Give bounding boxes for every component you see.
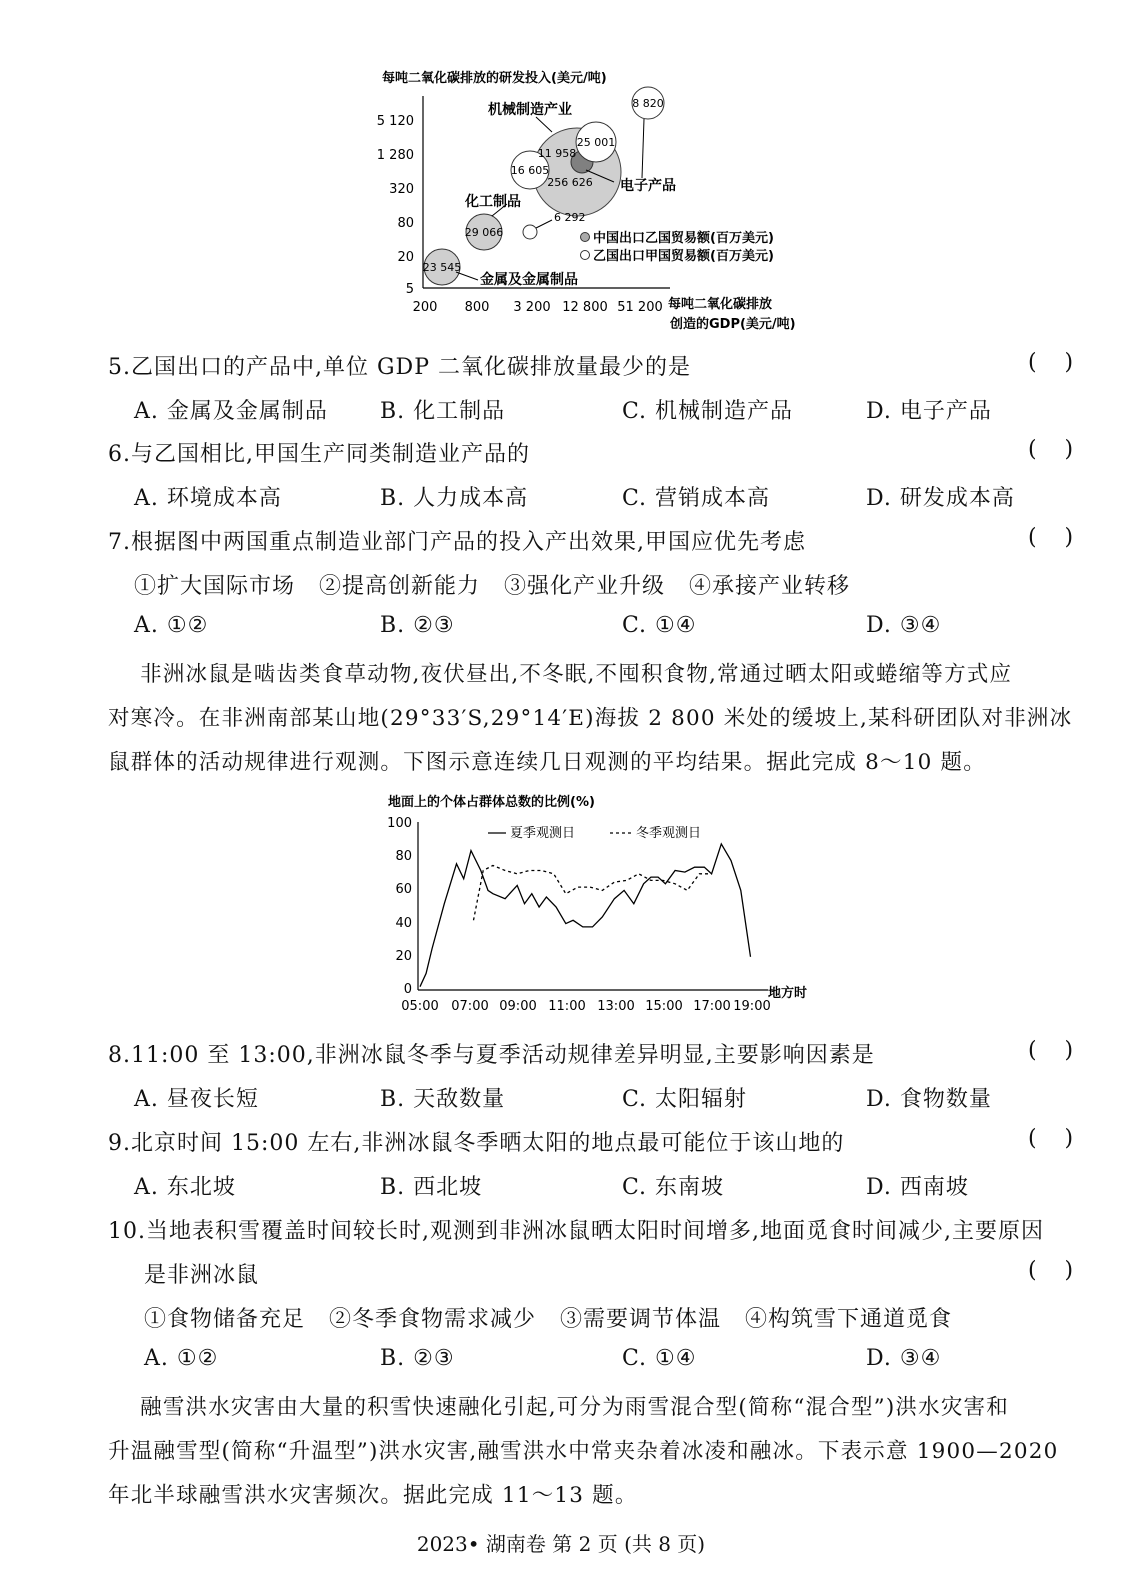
y-tick: 5: [405, 282, 414, 297]
question-7-choices: ①扩大国际市场 ②提高创新能力 ③强化产业升级 ④承接产业转移: [134, 574, 850, 599]
question-9-stem: 9.北京时间 15:00 左右,非洲冰鼠冬季晒太阳的地点最可能位于该山地的: [108, 1131, 845, 1156]
y-tick: 1 280: [376, 148, 414, 163]
question-6-stem: 6.与乙国相比,甲国生产同类制造业产品的: [108, 442, 530, 467]
passage-line: 鼠群体的活动规律进行观测。下图示意连续几日观测的平均结果。据此完成 8～10 题。: [108, 750, 986, 775]
option-c[interactable]: C. ①④: [622, 1346, 697, 1371]
option-a[interactable]: A. 金属及金属制品: [134, 399, 328, 424]
value-label: 8 820: [632, 97, 664, 110]
chart1-y-ticks: [377, 114, 414, 297]
question-10-stem-cont: 是非洲冰鼠: [144, 1263, 260, 1288]
chart2-x-ticks: [401, 999, 770, 1014]
x-tick: 800: [464, 300, 490, 315]
x-tick: 07:00: [451, 999, 489, 1014]
option-c[interactable]: C. 机械制造产品: [622, 399, 794, 424]
line-chart: [370, 790, 850, 1025]
x-tick: 11:00: [548, 999, 586, 1014]
option-d[interactable]: D. 食物数量: [866, 1087, 992, 1112]
y-tick: 40: [395, 916, 412, 931]
option-b[interactable]: B. 天敌数量: [380, 1087, 506, 1112]
x-tick: 09:00: [499, 999, 537, 1014]
leader-line: [456, 272, 478, 280]
legend-winter-label: 冬季观测日: [636, 826, 702, 841]
option-d[interactable]: D. 西南坡: [866, 1175, 969, 1200]
answer-paren[interactable]: ( ): [1028, 1126, 1074, 1151]
y-tick: 20: [395, 949, 412, 964]
y-tick: 80: [397, 216, 414, 231]
answer-paren[interactable]: ( ): [1028, 1038, 1074, 1063]
label-chemical: 化工制品: [465, 194, 521, 210]
x-tick: 3 200: [513, 300, 551, 315]
value-label: 16 605: [510, 164, 550, 177]
winter-series-line: [474, 866, 712, 921]
chart2-y-ticks: [387, 816, 412, 997]
x-tick: 17:00: [693, 999, 731, 1014]
chart1-title: 每吨二氧化碳排放的研发投入(美元/吨): [382, 71, 607, 86]
question-7-stem: 7.根据图中两国重点制造业部门产品的投入产出效果,甲国应优先考虑: [108, 530, 806, 555]
passage-line: 升温融雪型(简称“升温型”)洪水灾害,融雪洪水中常夹杂着冰凌和融冰。下表示意 1900—2020: [108, 1439, 1059, 1464]
chart1-x-ticks: [413, 300, 663, 315]
option-a[interactable]: A. 东北坡: [134, 1175, 236, 1200]
value-label: 256 626: [547, 176, 593, 189]
y-tick: 20: [397, 250, 414, 265]
value-label: 25 001: [576, 136, 616, 149]
legend-gray-marker: [581, 233, 590, 242]
leader-line: [536, 117, 552, 132]
option-c[interactable]: C. 营销成本高: [622, 486, 771, 511]
passage-line: 非洲冰鼠是啮齿类食草动物,夜伏昼出,不冬眠,不囤积食物,常通过晒太阳或蜷缩等方式应: [108, 662, 1013, 687]
passage-line: 融雪洪水灾害由大量的积雪快速融化引起,可分为雨雪混合型(简称“混合型”)洪水灾害和: [108, 1395, 1009, 1420]
bubble-metal-white: [523, 225, 537, 239]
value-label: 23 545: [422, 261, 462, 274]
x-tick: 19:00: [733, 999, 771, 1014]
answer-paren[interactable]: ( ): [1028, 525, 1074, 550]
question-10-choices: ①食物储备充足 ②冬季食物需求减少 ③需要调节体温 ④构筑雪下通道觅食: [144, 1307, 952, 1332]
bubble-chart: [370, 60, 850, 340]
passage-line: 对寒冷。在非洲南部某山地(29°33′S,29°14′E)海拔 2 800 米处的缓坡上,某科研团队对非洲冰: [108, 706, 1073, 731]
y-tick: 60: [395, 882, 412, 897]
x-tick: 05:00: [401, 999, 439, 1014]
y-tick: 5 120: [376, 114, 414, 129]
x-tick: 51 200: [617, 300, 663, 315]
answer-paren[interactable]: ( ): [1028, 437, 1074, 462]
y-tick: 100: [387, 816, 412, 831]
label-machinery: 机械制造产业: [488, 102, 572, 118]
label-electronics: 电子产品: [620, 178, 676, 194]
legend-white-marker: [581, 251, 590, 260]
legend-white-label: 乙国出口甲国贸易额(百万美元): [593, 249, 774, 264]
option-a[interactable]: A. 昼夜长短: [134, 1087, 259, 1112]
leader-line: [642, 119, 644, 178]
value-label: 11 958: [537, 147, 577, 160]
answer-paren[interactable]: ( ): [1028, 350, 1074, 375]
x-tick: 15:00: [645, 999, 683, 1014]
summer-series-line: [420, 844, 751, 987]
option-c[interactable]: C. ①④: [622, 613, 697, 638]
value-label: 6 292: [554, 211, 586, 224]
leader-line: [536, 220, 552, 228]
y-tick: 320: [389, 182, 414, 197]
option-c[interactable]: C. 太阳辐射: [622, 1087, 748, 1112]
option-d[interactable]: D. 研发成本高: [866, 486, 1015, 511]
legend-gray-label: 中国出口乙国贸易额(百万美元): [593, 231, 774, 246]
legend-summer-label: 夏季观测日: [510, 826, 576, 841]
label-metal: 金属及金属制品: [480, 272, 578, 288]
x-tick: 12 800: [562, 300, 608, 315]
x-tick: 13:00: [597, 999, 635, 1014]
y-tick: 80: [395, 849, 412, 864]
option-b[interactable]: B. 西北坡: [380, 1175, 483, 1200]
answer-paren[interactable]: ( ): [1028, 1258, 1074, 1283]
question-5-stem: 5.乙国出口的产品中,单位 GDP 二氧化碳排放量最少的是: [108, 355, 691, 380]
option-a[interactable]: A. ①②: [134, 613, 209, 638]
x-tick: 200: [412, 300, 438, 315]
chart1-xlabel-line2: 创造的GDP(美元/吨): [670, 317, 796, 332]
option-b[interactable]: B. 人力成本高: [380, 486, 529, 511]
option-c[interactable]: C. 东南坡: [622, 1175, 725, 1200]
chart2-title: 地面上的个体占群体总数的比例(%): [388, 795, 595, 810]
value-label: 29 066: [464, 226, 504, 239]
chart2-xlabel: 地方时: [768, 986, 808, 1001]
option-b[interactable]: B. ②③: [380, 1346, 455, 1371]
question-10-stem: 10.当地表积雪覆盖时间较长时,观测到非洲冰鼠晒太阳时间增多,地面觅食时间减少,主要原因: [108, 1219, 1044, 1244]
question-8-stem: 8.11:00 至 13:00,非洲冰鼠冬季与夏季活动规律差异明显,主要影响因素是: [108, 1043, 875, 1068]
option-a[interactable]: A. 环境成本高: [134, 486, 282, 511]
page-footer: 2023• 湖南卷 第 2 页 (共 8 页): [416, 1532, 706, 1556]
passage-line: 年北半球融雪洪水灾害频次。据此完成 11～13 题。: [108, 1483, 638, 1508]
option-d[interactable]: D. ③④: [866, 613, 942, 638]
option-d[interactable]: D. ③④: [866, 1346, 942, 1371]
option-d[interactable]: D. 电子产品: [866, 399, 992, 424]
option-b[interactable]: B. 化工制品: [380, 399, 506, 424]
option-b[interactable]: B. ②③: [380, 613, 455, 638]
y-tick: 0: [403, 982, 412, 997]
option-a[interactable]: A. ①②: [144, 1346, 219, 1371]
chart1-xlabel-line1: 每吨二氧化碳排放: [668, 297, 773, 312]
